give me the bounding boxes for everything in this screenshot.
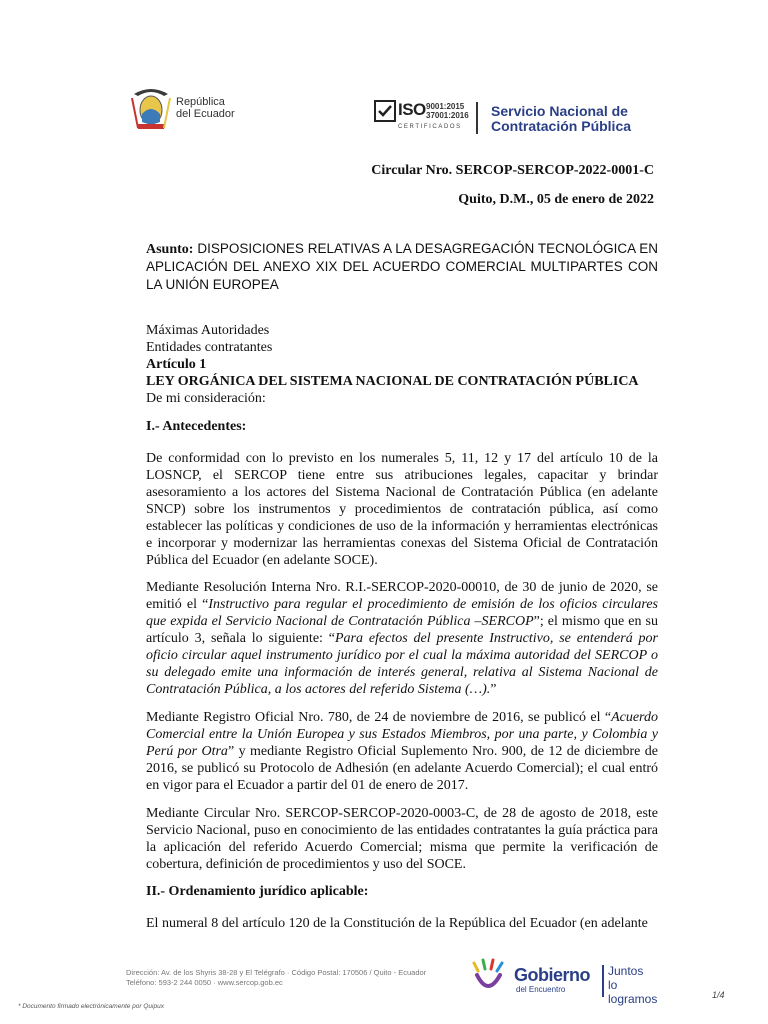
- subject-text: DISPOSICIONES RELATIVAS A LA DESAGREGACIÓN TECNOLÓGICA EN APLICACIÓN DEL ANEXO XIX DEL ACUERDO COMERCIAL MULTIPARTES CON LA UNIÓN EUROPEA: [146, 241, 658, 292]
- iso-standard-2: 37001:2016: [426, 111, 469, 120]
- place-date: Quito, D.M., 05 de enero de 2022: [458, 192, 654, 207]
- checkmark-icon: [374, 100, 396, 122]
- subject: [146, 240, 658, 294]
- p2-quote-article: Para efectos del presente Instructivo, se entenderá por oficio circular aquel instrumento jurídico por el cual la máxima autoridad del SERCOP o su delegado emite una información de interés general, relativa al Sistema Nacional de Contratación Pública, a los actores del referido Sistema (…).: [146, 631, 658, 697]
- iso-standard-1: 9001:2015: [426, 102, 465, 111]
- footer-address-line2: Teléfono: 593-2 244 0050 · www.sercop.gob.ec: [126, 978, 283, 987]
- ecuador-logo-line1: República: [176, 96, 225, 108]
- p3-quote-acuerdo: Acuerdo Comercial entre la Unión Europea y sus Estados Miembros, por una parte, y Colombia y Perú por Otra: [146, 710, 658, 759]
- law-heading: LEY ORGÁNICA DEL SISTEMA NACIONAL DE CONTRATACIÓN PÚBLICA: [146, 374, 639, 389]
- gobierno-subtitle: del Encuentro: [516, 985, 566, 994]
- iso-label: ISO: [398, 100, 426, 119]
- paragraph-4: [146, 805, 658, 873]
- p3-text-a: Mediante Registro Oficial Nro. 780, de 24 de noviembre de 2016, se publicó el “: [146, 710, 612, 725]
- iso-certified-label: CERTIFICADOS: [398, 124, 462, 130]
- greeting: De mi consideración:: [146, 391, 266, 406]
- p2-text-a: Mediante Resolución Interna Nro. R.I.-SERCOP-2020-00010, de 30 de junio de 2020, se emitió el “: [146, 580, 658, 612]
- page-number: 1/4: [712, 990, 725, 1000]
- ecuador-coat-of-arms-icon: [128, 84, 174, 134]
- gobierno-divider: [602, 965, 604, 997]
- recipient-line1: Máximas Autoridades: [146, 323, 270, 338]
- paragraph-4-text: Mediante Circular Nro. SERCOP-SERCOP-2020-0003-C, de 28 de agosto de 2018, este Servicio Nacional, puso en conocimiento de las entidades contratantes la guía práctica para la aplicación del referido Acuerdo Comercial; misma que permite la verificación de cobertura, definición de procedimientos y uso del SOCE.: [146, 806, 658, 872]
- header-divider: [476, 102, 478, 134]
- circular-number: Circular Nro. SERCOP-SERCOP-2022-0001-C: [371, 163, 654, 178]
- gobierno-star-mark-icon: [470, 957, 510, 1001]
- paragraph-1: [146, 450, 658, 569]
- slogan-line1: Juntos: [608, 964, 644, 978]
- electronic-signature-note: * Documento firmado electrónicamente por Quipux: [18, 1003, 164, 1010]
- p2-text-e: ”: [490, 682, 497, 697]
- subject-label: Asunto:: [146, 242, 194, 257]
- iso-certification-badge: [374, 100, 469, 134]
- article-heading: Artículo 1: [146, 357, 207, 372]
- paragraph-1-text: De conformidad con lo previsto en los numerales 5, 11, 12 y 17 del artículo 10 de la LOSNCP, el SERCOP tiene entre sus atribuciones legales, capacitar y brindar asesoramiento a los actores del Sistema Nacional de Contratación Pública (en adelante SNCP) sobre los instrumentos y procedimientos de contratación pública, así como establecer las políticas y condiciones de uso de la información y herramientas electrónicas e incorporar y modernizar las herramientas conexas del Sistema Oficial de Contratación Pública del Ecuador (en adelante SOCE).: [146, 451, 658, 568]
- slogan-line2: lo logramos: [608, 978, 658, 1006]
- sercop-line1: Servicio Nacional de: [491, 103, 628, 119]
- gobierno-del-encuentro-logo: [470, 955, 670, 1005]
- p2-quote-instructivo: Instructivo para regular el procedimiento de emisión de los oficios circulares que expida el Servicio Nacional de Contratación Pública –SERCOP: [146, 597, 658, 629]
- footer-address-line1: Dirección: Av. de los Shyris 38-28 y El Telégrafo · Código Postal: 170506 / Quito - Ecuador: [126, 968, 427, 977]
- paragraph-5: [146, 915, 658, 932]
- sercop-logo: [491, 104, 631, 134]
- recipients: [146, 322, 658, 407]
- section-heading-ordenamiento: II.- Ordenamiento jurídico aplicable:: [146, 884, 369, 899]
- footer-address: [126, 968, 426, 988]
- section-heading-antecedentes: I.- Antecedentes:: [146, 419, 247, 434]
- ecuador-logo-line2: del Ecuador: [176, 108, 235, 120]
- p3-text-c: ” y mediante Registro Oficial Suplemento Nro. 900, de 12 de diciembre de 2016, se publicó su Protocolo de Adhesión (en adelante Acuerdo Comercial); el cual entró en vigor para el Ecuador a partir del 01 de enero de 2017.: [146, 744, 658, 793]
- paragraph-3: [146, 709, 658, 794]
- gobierno-name: Gobierno: [514, 965, 590, 985]
- paragraph-2: [146, 579, 658, 698]
- recipient-line2: Entidades contratantes: [146, 340, 273, 355]
- p2-text-c: ”; el mismo que en su artículo 3, señala lo siguiente: “: [146, 614, 659, 646]
- paragraph-5-text: El numeral 8 del artículo 120 de la Constitución de la República del Ecuador (en adelante: [146, 916, 648, 931]
- republica-ecuador-logo: [128, 84, 258, 136]
- sercop-line2: Contratación Pública: [491, 118, 632, 134]
